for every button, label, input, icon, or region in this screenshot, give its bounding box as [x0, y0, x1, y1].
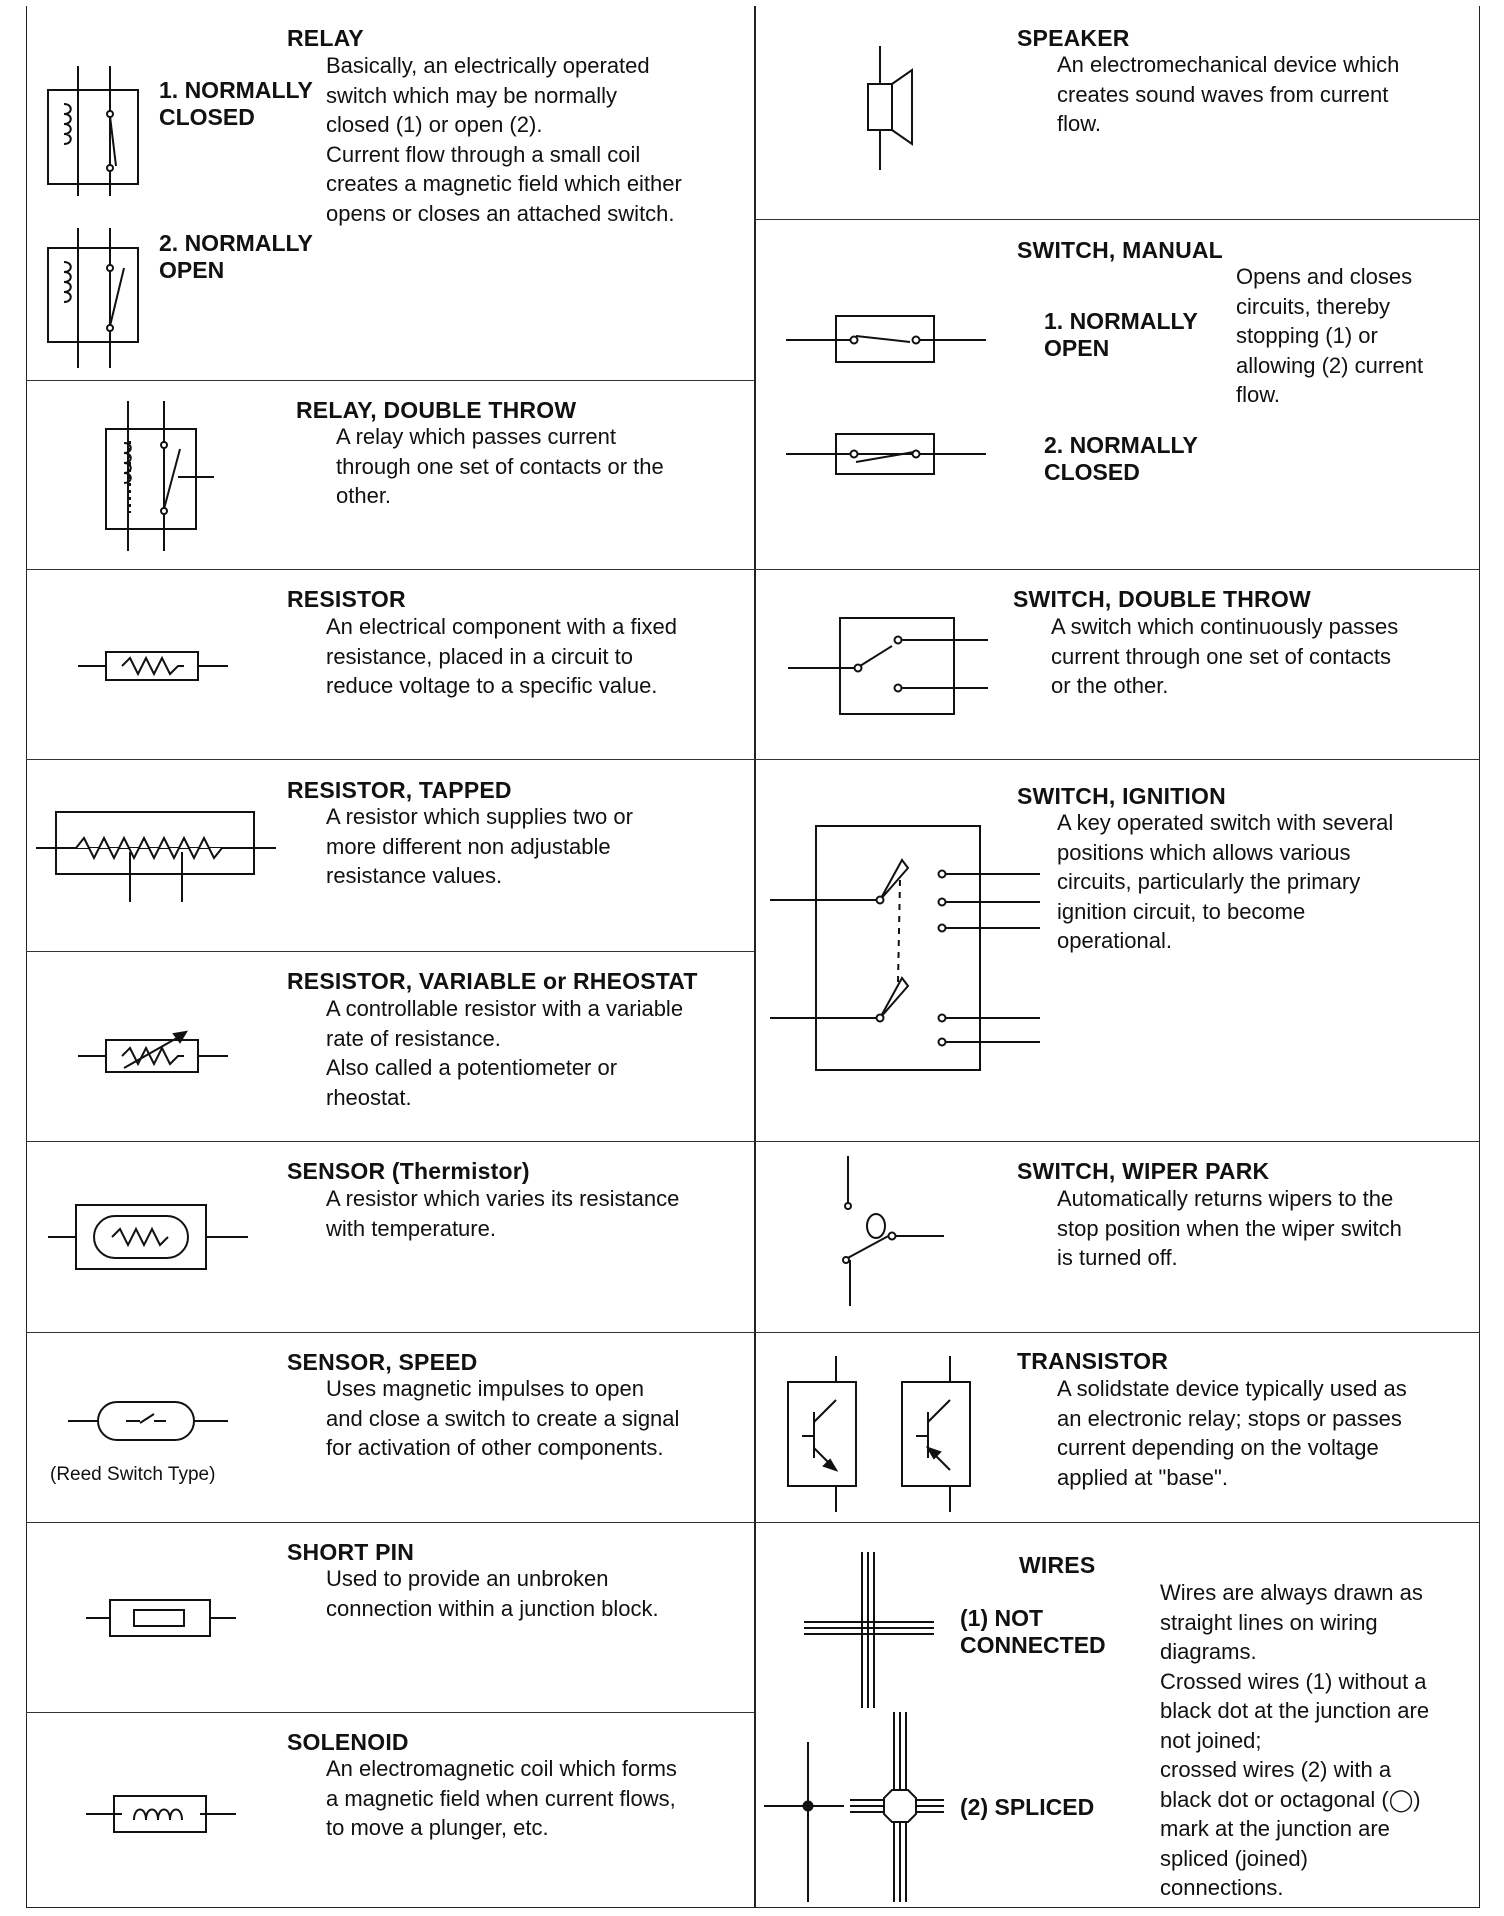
row-divider: [26, 1332, 754, 1333]
row-divider: [26, 1141, 754, 1142]
resistor-variable-title: RESISTOR, VARIABLE or RHEOSTAT: [287, 968, 698, 994]
sensor-speed-title: SENSOR, SPEED: [287, 1349, 478, 1375]
resistor-variable-symbol: [78, 1022, 228, 1082]
switch-ignition-title: SWITCH, IGNITION: [1017, 783, 1226, 809]
resistor-title: RESISTOR: [287, 586, 406, 612]
column-divider: [754, 6, 756, 1908]
row-divider: [754, 1332, 1480, 1333]
row-divider: [754, 1522, 1480, 1523]
switch-manual-normally-open-symbol: [786, 312, 986, 362]
resistor-tapped-description: A resistor which supplies two or more different non adjustable resistance values.: [326, 804, 633, 888]
wires-not-connected-symbol: [804, 1552, 934, 1708]
sensor-speed-description: Uses magnetic impulses to open and close a switch to create a signal for activation of other components.: [326, 1376, 680, 1460]
row-divider: [754, 759, 1480, 760]
row-divider: [754, 219, 1480, 220]
wires-title: WIRES: [1019, 1552, 1096, 1578]
switch-ignition-symbol: [770, 822, 1040, 1074]
switch-double-throw-title: SWITCH, DOUBLE THROW: [1013, 586, 1311, 612]
switch-manual-label-normally-open: 1. NORMALLY OPEN: [1044, 308, 1198, 361]
relay-double-throw-description: A relay which passes current through one set of contacts or the other.: [336, 424, 664, 508]
solenoid-title: SOLENOID: [287, 1729, 409, 1755]
row-divider: [26, 951, 754, 952]
relay-label-normally-closed: 1. NORMALLY CLOSED: [159, 77, 313, 130]
switch-wiper-park-title: SWITCH, WIPER PARK: [1017, 1158, 1270, 1184]
relay-label-normally-open: 2. NORMALLY OPEN: [159, 230, 313, 283]
relay-normally-open-symbol: [38, 228, 148, 368]
relay-title: RELAY: [287, 25, 364, 51]
switch-double-throw-description: A switch which continuously passes current through one set of contacts or the other.: [1051, 614, 1399, 698]
transistor-title: TRANSISTOR: [1017, 1348, 1169, 1374]
relay-double-throw-title: RELAY, DOUBLE THROW: [296, 397, 577, 423]
short-pin-symbol: [86, 1596, 236, 1640]
row-divider: [26, 380, 754, 381]
switch-manual-title: SWITCH, MANUAL: [1017, 237, 1223, 263]
symbol-reference-sheet: [26, 6, 1480, 1908]
resistor-tapped-title: RESISTOR, TAPPED: [287, 777, 512, 803]
sensor-speed-caption: (Reed Switch Type): [50, 1464, 216, 1485]
switch-double-throw-symbol: [788, 614, 988, 718]
solenoid-symbol: [86, 1792, 236, 1836]
speaker-description: An electromechanical device which creates sound waves from current flow.: [1057, 52, 1400, 136]
sensor-speed-symbol: [68, 1396, 228, 1446]
transistor-npn-symbol: [780, 1356, 890, 1512]
transistor-pnp-symbol: [894, 1356, 1004, 1512]
wires-description: Wires are always drawn as straight lines on wiring diagrams. Crossed wires (1) without a black dot at the junction are not joined; crossed wires (2) with a black dot or octagonal (◯) mark at the junction are spliced (joined) connections.: [1160, 1580, 1430, 1900]
sensor-thermistor-symbol: [48, 1202, 248, 1272]
relay-normally-closed-symbol: [38, 66, 148, 196]
row-divider: [26, 759, 754, 760]
relay-description: Basically, an electrically operated switch which may be normally closed (1) or open (2). Current flow through a small coil creates a magnetic field which either opens or closes an attached switch.: [326, 53, 682, 226]
sensor-thermistor-description: A resistor which varies its resistance with temperature.: [326, 1186, 680, 1241]
speaker-symbol: [866, 46, 936, 170]
switch-manual-description: Opens and closes circuits, thereby stopping (1) or allowing (2) current flow.: [1236, 264, 1424, 407]
speaker-title: SPEAKER: [1017, 25, 1130, 51]
resistor-variable-description: A controllable resistor with a variable rate of resistance. Also called a potentiometer or rheostat.: [326, 996, 684, 1110]
resistor-symbol: [78, 646, 228, 686]
resistor-description: An electrical component with a fixed resistance, placed in a circuit to reduce voltage to a specific value.: [326, 614, 677, 698]
solenoid-description: An electromagnetic coil which forms a magnetic field when current flows, to move a plunger, etc.: [326, 1756, 677, 1840]
short-pin-title: SHORT PIN: [287, 1539, 415, 1565]
row-divider: [26, 569, 754, 570]
switch-ignition-description: A key operated switch with several positions which allows various circuits, particularly the primary ignition circuit, to become operational.: [1057, 810, 1394, 953]
resistor-tapped-symbol: [36, 812, 276, 902]
switch-wiper-park-description: Automatically returns wipers to the stop position when the wiper switch is turned off.: [1057, 1186, 1402, 1270]
row-divider: [754, 569, 1480, 570]
row-divider: [754, 1141, 1480, 1142]
wires-spliced-symbol: [764, 1712, 964, 1902]
switch-manual-normally-closed-symbol: [786, 430, 986, 480]
short-pin-description: Used to provide an unbroken connection within a junction block.: [326, 1566, 659, 1621]
row-divider: [26, 1712, 754, 1713]
switch-manual-label-normally-closed: 2. NORMALLY CLOSED: [1044, 432, 1198, 485]
row-divider: [26, 1522, 754, 1523]
switch-wiper-park-symbol: [834, 1156, 984, 1306]
transistor-description: A solidstate device typically used as an electronic relay; stops or passes current depending on the voltage applied at "base".: [1057, 1376, 1407, 1490]
relay-double-throw-symbol: [96, 401, 216, 551]
wires-label-not-connected: (1) NOT CONNECTED: [960, 1605, 1106, 1658]
wires-label-spliced: (2) SPLICED: [960, 1794, 1095, 1820]
sensor-thermistor-title: SENSOR (Thermistor): [287, 1158, 530, 1184]
